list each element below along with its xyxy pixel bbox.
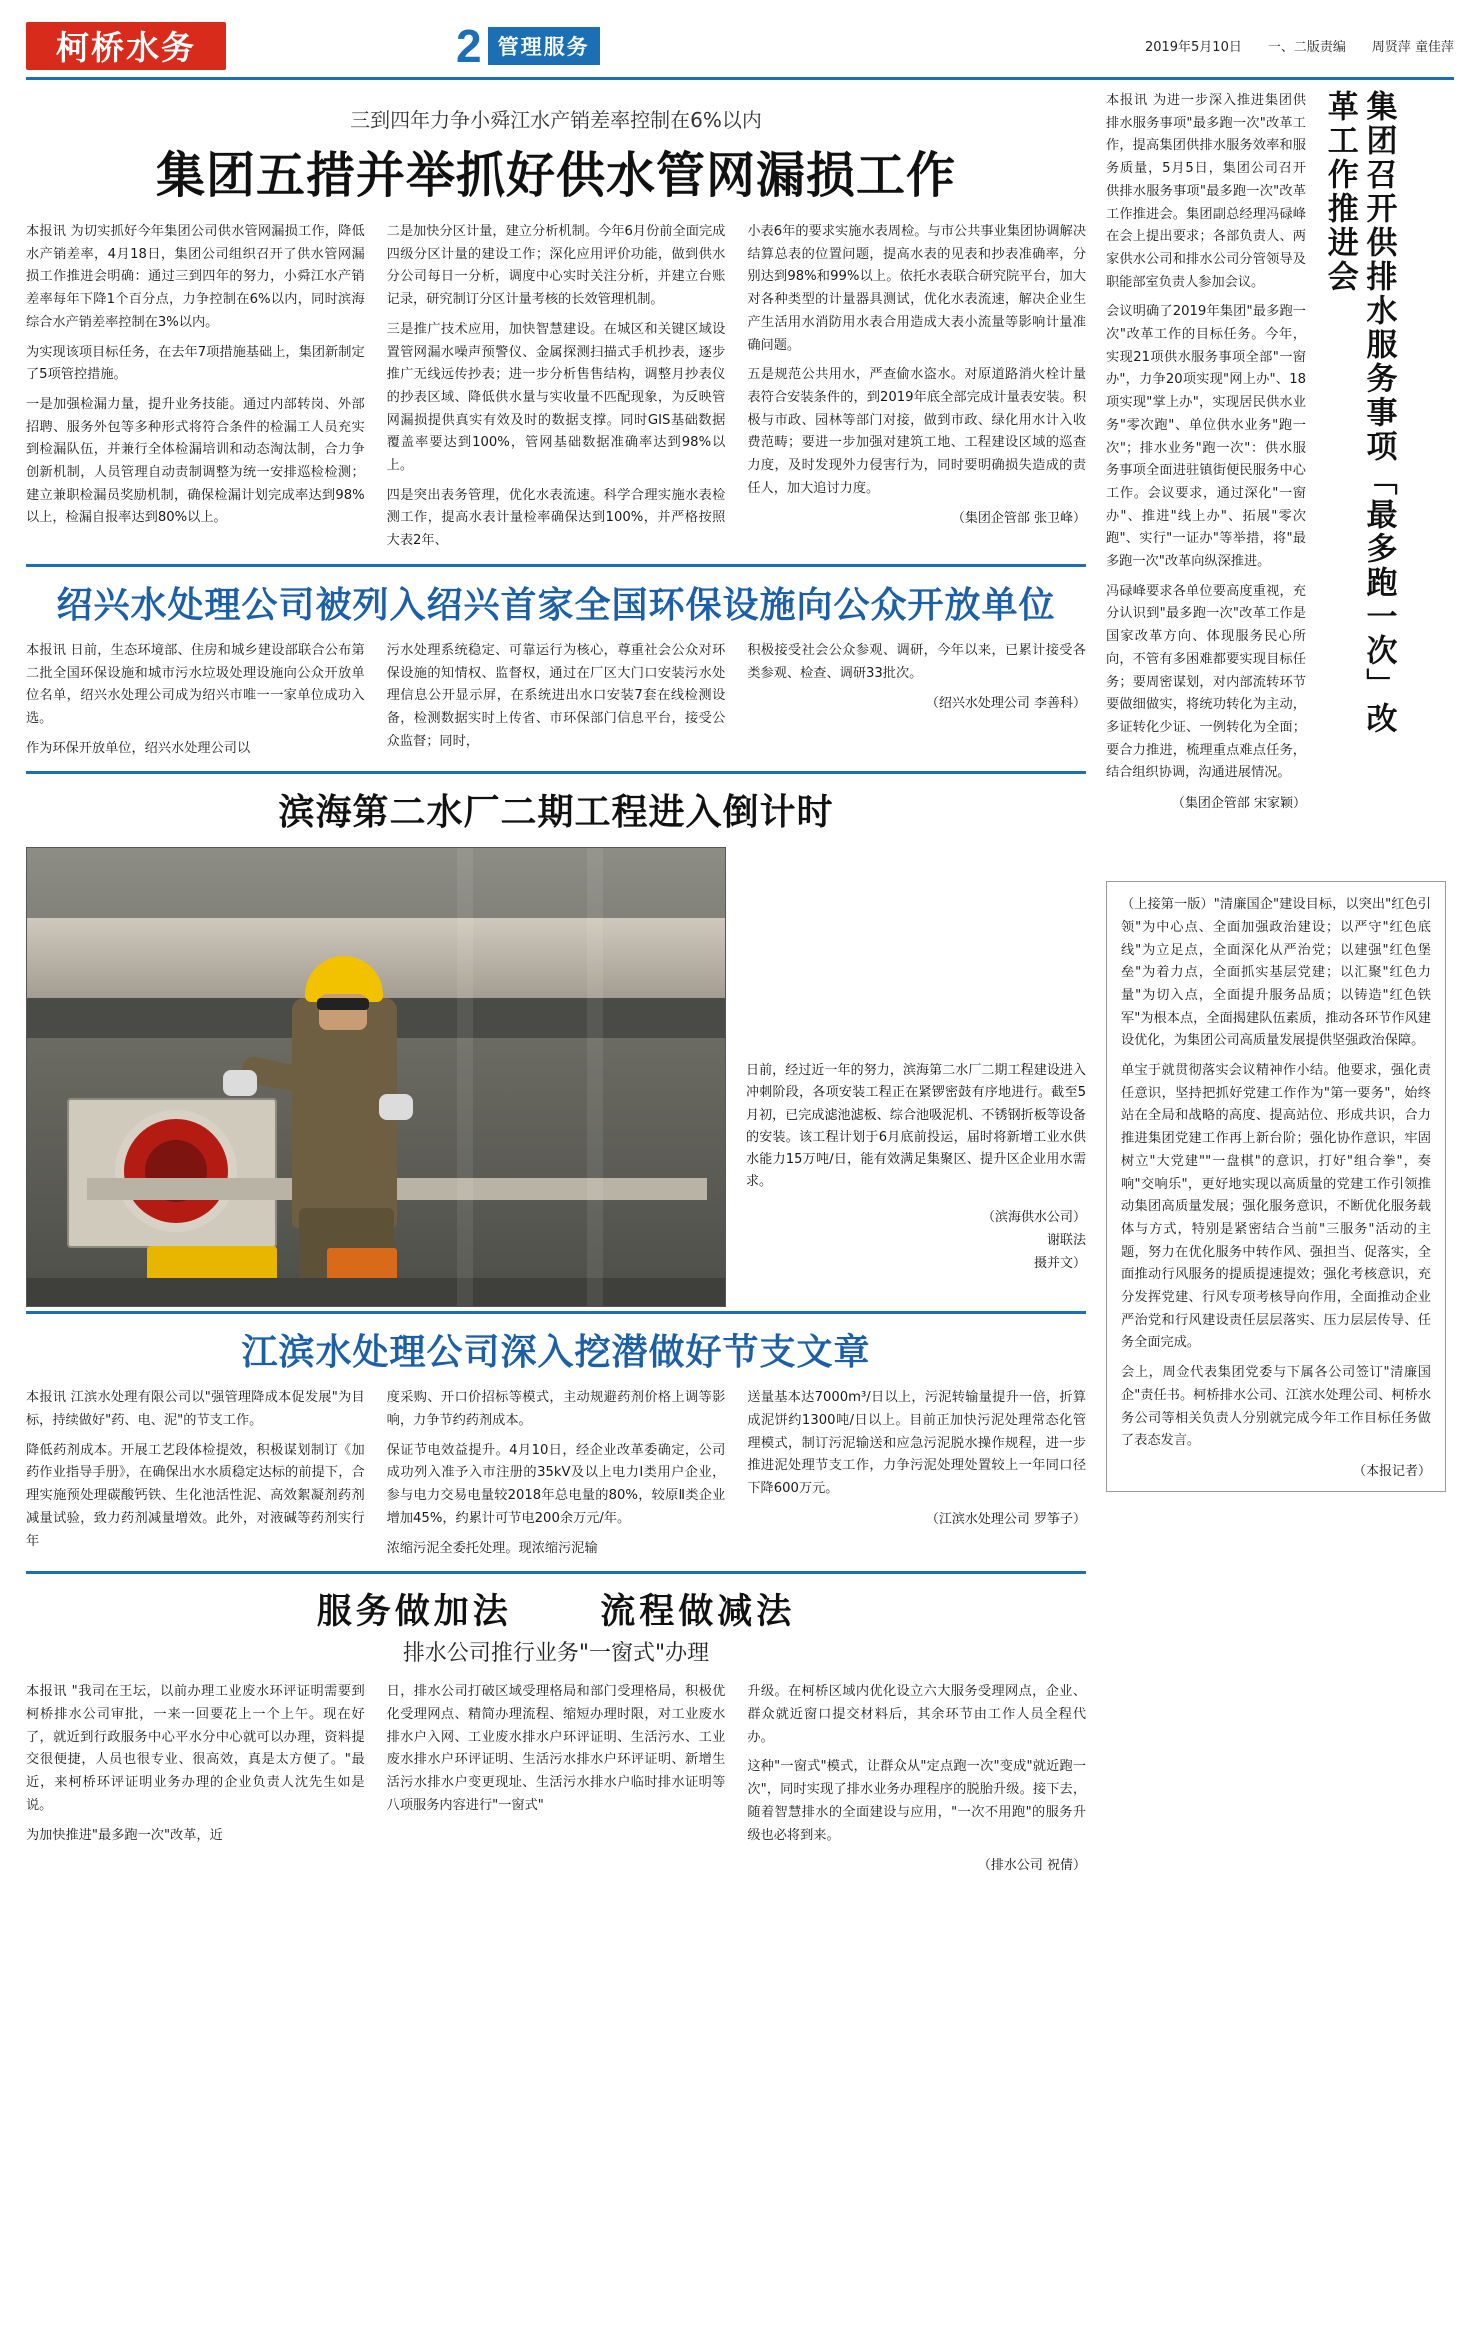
page-number: 2 [456,19,482,72]
paragraph: 积极接受社会公众参观、调研，今年以来，已累计接受各类参观、检查、调研33批次。 [747,642,1087,681]
paragraph: 一是加强检漏力量，提升业务技能。通过内部转岗、外部招聘、服务外包等多种形式将符合条件的检漏工人员充实到检漏队伍，并兼行全体检漏培训和动态淘汰制，合力争创新机制，人员管理自动责制调整为统一安排巡检检测；建立兼职检漏员奖励机制，确保检漏计划完成率达到98%以上，检漏自报率达到80%以上。 [26,396,365,526]
paragraph: 为加快推进"最多跑一次"改革，近 [26,1827,223,1843]
divider-blue [26,564,1086,567]
paragraph: 污水处理系统稳定、可靠运行为核心，尊重社会公众对环保设施的知情权、监督权，通过在厂区大门口安装污水处理信息公开显示屏，在系统进出水口安装7套在线检测设备，检测数据实时上传省、市环保部门信息平台，接受公众监督；同时， [386,642,726,749]
page-indicator [456,19,600,72]
divider-blue [26,771,1086,774]
article3-caption: 日前，经过近一年的努力，滨海第二水厂二期工程建设进入冲刺阶段，各项安装工程正在紧锣密鼓有序地进行。截至5月初，已完成滤池滤板、综合池吸泥机、不锈钢折板等设备的安装。该工程计划于6月底前投运，届时将新增工业水供水能力15万吨/日，能有效满足集聚区、提升区企业用水需求。 [746,1063,1086,1189]
photo-worker-glove-right [379,1094,413,1120]
article1-col-2 [387,221,726,560]
article4-col-2 [387,1387,726,1567]
paragraph: 日，排水公司打破区域受理格局和部门受理格局，积极优化受理网点、精简办理流程、缩短办理时限，对工业废水排水户入网、工业废水排水户环评证明、生活污水、工业废水排水户环评证明、生活污水排水户环评证明、新增生活污水排水户变更现址、生活污水排水户临时排水证明等八项服务内容进行"一窗式" [386,1684,726,1813]
editor-names: 周贤萍 童佳萍 [1371,40,1454,55]
paragraph: 四是突出表务管理，优化水表流速。科学合理实施水表检测工作，提高水表计量检率确保达到100%，并严格按照大表2年、 [386,487,726,549]
photo-ground [27,1278,726,1307]
article-jiangbin-savings [26,1324,1086,1567]
article2-col-2 [387,640,726,768]
article1-columns [26,221,1086,560]
article5-subhead: 排水公司推行业务"一窗式"办理 [402,1641,710,1667]
paragraph: 本报讯 日前，生态环境部、住房和城乡建设部联合公布第二批全国环保设施和城市污水垃圾处理设施向公众开放单位名单，绍兴水处理公司成为绍兴市唯一一家单位成功入选。 [26,642,365,726]
paragraph: 本报讯 为切实抓好今年集团公司供水管网漏损工作，降低水产销差率，4月18日，集团公司组织召开了供水管网漏损工作推进会明确：通过三到四年的努力，小舜江水产销差率每年下降1个百分点，力争控制在6%以内，同时滨海综合水产销差率控制在3%以内。 [26,224,365,330]
article2-col-1 [26,640,365,768]
article1-col-3 [747,221,1086,560]
divider-blue [26,1311,1086,1314]
article2-col-3 [747,640,1086,768]
article5-col-1 [26,1681,365,1873]
right-article-top [1106,90,1446,811]
article-binhai-plant [26,784,1086,1307]
article5-headline-right: 流程做减法 [600,1592,796,1633]
paragraph: 五是规范公共用水，严查偷水盗水。对原道路消火栓计量表符合安装条件的，到2019年底全部完成计量表安装。积极与市政、园林等部门对接，做到市政、绿化用水计入收费范畴；要进一步加强对建筑工地、工程建设区域的巡查力度，及时发现外力侵害行为，同时要明确损失造成的责任人，加大追讨力度。 [747,367,1087,496]
left-zone [26,90,1086,1873]
paragraph: 会上，周佥代表集团党委与下属各公司签订"清廉国企"责任书。柯桥排水公司、江滨水处理公司、柯桥水务公司等相关负责人分别就完成今年工作目标任务做了表态发言。 [1121,1365,1431,1449]
article5-headline-left: 服务做加法 [316,1592,512,1633]
article5-col-2 [387,1681,726,1873]
article-water-loss [26,104,1086,560]
paragraph: 冯碌峰要求各单位要高度重视，充分认识到"最多跑一次"改革工作是国家改革方向、体现服务民心所向，不管有多困难都要实现目标任务；要周密谋划，对内部流转环节要做细做实，将统功转化为主动，多证转化少证、一例转化为全面；要合力推进，梳理重点难点任务，结合组织协调，沟通进展情况。 [1106,583,1306,781]
paragraph: 三是推广技术应用，加快智慧建设。在城区和关键区域设置管网漏水噪声预警仪、金属探测扫描式手机抄表，逐步推广无线远传抄表；进一步分析售售结构，调整月抄表仪的抄表区域、降低供水量与实收量不匹配现象，为反映管网漏损提供真实有效及时的数据支撑。同时GIS基础数据覆盖率要达到100%，管网基础数据准确率达到98%以上。 [386,321,726,474]
article1-headline: 集团五措并举抓好供水管网漏损工作 [155,147,956,204]
boxed-article [1106,881,1446,1492]
article1-kicker: 三到四年力争小舜江水产销差率控制在6%以内 [350,108,762,132]
article1-col-1 [26,221,365,560]
page-content [26,90,1454,1873]
article1-byline: （集团企管部 张卫峰） [951,511,1087,527]
paragraph: 为实现该项目标任务，在去年7项措施基础上，集团新制定了5项管控措施。 [26,344,365,383]
paragraph: 这种"一窗式"模式，让群众从"定点跑一次"变成"就近跑一次"，同时实现了排水业务办理程序的脱胎升级。接下去，随着智慧排水的全面建设与应用，"一次不用跑"的服务升级也必将到来。 [747,1759,1087,1843]
article2-byline: （绍兴水处理公司 李善科） [925,696,1087,712]
paragraph: 度采购、开口价招标等模式，主动规避药剂价格上调等影响，力争节约药剂成本。 [386,1390,726,1429]
paragraph: 作为环保开放单位，绍兴水处理公司以 [26,740,251,756]
paragraph: 小表6年的要求实施水表周检。与市公共事业集团协调解决结算总表的位置问题，提高水表的见表和抄表准确率，分别达到98%和99%以上。依托水表联合研究院平台，加大对各种类型的计量器具测试，优化水表流速，解决企业生产生活用水消防用水表合用造成大表小流量等影响计量准确问题。 [747,224,1087,353]
article-open-facility [26,577,1086,768]
right-article-byline: （集团企管部 宋家颖） [1171,796,1306,812]
article4-columns [26,1387,1086,1567]
paragraph: 送量基本达7000m³/日以上，污泥转输量提升一倍，折算成泥饼约1300吨/日以上。目前正加快污泥处理常态化管理模式，制订污泥输送和应急污泥脱水操作规程，进一步推进泥处理节支工作，力争污泥处理处置较上一年同口径下降600万元。 [747,1390,1087,1497]
article5-byline: （排水公司 祝倩） [977,1858,1087,1874]
article4-headline: 江滨水处理公司深入挖潜做好节支文章 [241,1332,871,1374]
paragraph: 保证节电效益提升。4月10日，经企业改革委确定，公司成功列入准予入市注册的35kV及以上电力Ⅰ类用户企业，参与电力交易电量较2018年总电量的80%，较原Ⅱ类企业增加45%，约累计可节电200余万元/年。 [386,1442,726,1526]
publication-logo: 柯桥水务 [26,22,226,70]
photo-rail [87,1178,707,1200]
main-grid [26,90,1454,1873]
paragraph: 会议明确了2019年集团"最多跑一次"改革工作的目标任务。今年，实现21项供水服务事项全部"一窗办"，力争20项实现"网上办"、18项实现"掌上办"，实现居民供水业务"零次跑"、单位供水业务"跑一次"；排水业务"跑一次"：供水服务事项全面进驻镇街便民服务中心工作。会议要求，通过深化"一窗办"、推进"线上办"、拓展"零次跑"、实行"一证办"等举措，将"最多跑一次"改革向纵深推进。 [1106,304,1306,570]
paragraph: 单宝于就贯彻落实会议精神作小结。他要求，强化责任意识，坚持把抓好党建工作作为"第一要务"，始终站在全局和战略的高度、提高站位、形成共识，合力推进集团党建工作再上新台阶；强化协作意识，牢固树立"大党建""一盘棋"的意识，打好"组合拳"，奏响"交响乐"，更好地实现以高质量的党建工作引领推动集团高质量发展；强化服务意识，不断优化服务载体与方式，特别是紧密结合当前"三服务"活动的主题，努力在优化服务中转作风、强担当、促落实，全面推动行风服务的提质提速提效；强化考核意识，充分发挥党建、行风专项考核导向作用，全面推动企业严治党和行风建设责任层层落实、压力层层传导、任务全面完成。 [1121,1063,1431,1351]
paragraph: 二是加快分区计量，建立分析机制。今年6月份前全面完成四级分区计量的建设工作；深化应用评价功能，做到供水分公司每日一分析，调度中心实时关注分析，并建立台账记录，研究制订分区计量考核的长效管理机制。 [386,224,726,308]
divider-blue [26,1571,1086,1574]
photo-worker-glove-left [223,1070,257,1096]
right-article-headline: 集团召开供排水服务事项「最多跑一次」改革工作推进会 [1321,90,1397,736]
construction-photo [26,847,726,1307]
paragraph: 升级。在柯桥区域内优化设立六大服务受理网点，企业、群众就近窗口提交材料后，其余环节由工作人员全程代办。 [747,1684,1087,1745]
paragraph: 本报讯 江滨水处理有限公司以"强管理降成本促发展"为目标，持续做好"药、电、泥"的节支工作。 [26,1390,365,1429]
article3-credit-company: （滨海供水公司） [981,1209,1086,1225]
issue-date: 2019年5月10日 [1144,40,1242,55]
right-zone [1106,90,1446,1873]
article-one-window [26,1584,1086,1873]
photo-worker-goggles [317,998,369,1010]
masthead-meta [1145,36,1454,55]
paragraph: 本报讯 为进一步深入推进集团供排水服务事项"最多跑一次"改革工作，提高集团供排水服务效率和服务质量，5月5日，集团公司召开供排水服务事项"最多跑一次"改革工作推进会。集团副总经理冯碌峰在会上提出要求；各部负责人、两家供水公司和排水公司分管领导及职能部室负责人参加会议。 [1106,93,1306,290]
paragraph: 本报讯 "我司在王坛，以前办理工业废水环评证明需要到柯桥排水公司审批，一来一回要花上一个上午。现在好了，就近到行政服务中心平水分中心就可以办理，资料提交很便捷，人员也很专业、很高效，真是太方便了。"最近，来柯桥环评证明业务办理的企业负责人沈先生如是说。 [26,1684,365,1813]
article5-col-3 [747,1681,1086,1873]
article2-headline: 绍兴水处理公司被列入绍兴首家全国环保设施向公众开放单位 [56,584,1056,626]
article3-headline: 滨海第二水厂二期工程进入倒计时 [278,792,834,834]
article3-credit-photo: 摄并文） [1033,1255,1086,1271]
article2-columns [26,640,1086,768]
photo-column [457,848,473,1307]
paragraph: （上接第一版）"清廉国企"建设目标，以突出"红色引领"为中心点、全面加强政治建设；以严守"红色底线"为立足点，全面深化从严治党；以建强"红色堡垒"为着力点，全面抓实基层党建；以汇聚"红色力量"为切入点，全面提升服务品质；以铸造"红色铁军"为根本点，全面揭建队伍素质，推动各环节作风建设优化，为集团公司高质量发展提供坚强政治保障。 [1121,897,1431,1049]
article3-credit-people: 谢联法 [1046,1232,1086,1248]
article4-col-1 [26,1387,365,1567]
article4-col-3 [747,1387,1086,1567]
boxed-article-byline: （本报记者） [1352,1463,1431,1479]
edition-label: 一、二版责编 [1267,40,1346,55]
photo-column [587,848,603,1307]
article4-byline: （江滨水处理公司 罗筝子） [925,1511,1087,1527]
article5-columns [26,1681,1086,1873]
paragraph: 降低药剂成本。开展工艺段体检提效，积极谋划制订《加药作业指导手册》，在确保出水水质稳定达标的前提下，合理实施预处理碳酸钙铁、生化池活性泥、高效絮凝剂药剂减量试验，致力药剂减量增效。此外，对液碱等药剂实行年 [26,1442,365,1549]
paragraph: 浓缩污泥全委托处理。现浓缩污泥输 [386,1540,598,1556]
section-tag: 管理服务 [488,27,600,65]
right-article-body [1106,90,1306,811]
article5-headline [26,1584,1086,1634]
masthead [26,18,1454,80]
